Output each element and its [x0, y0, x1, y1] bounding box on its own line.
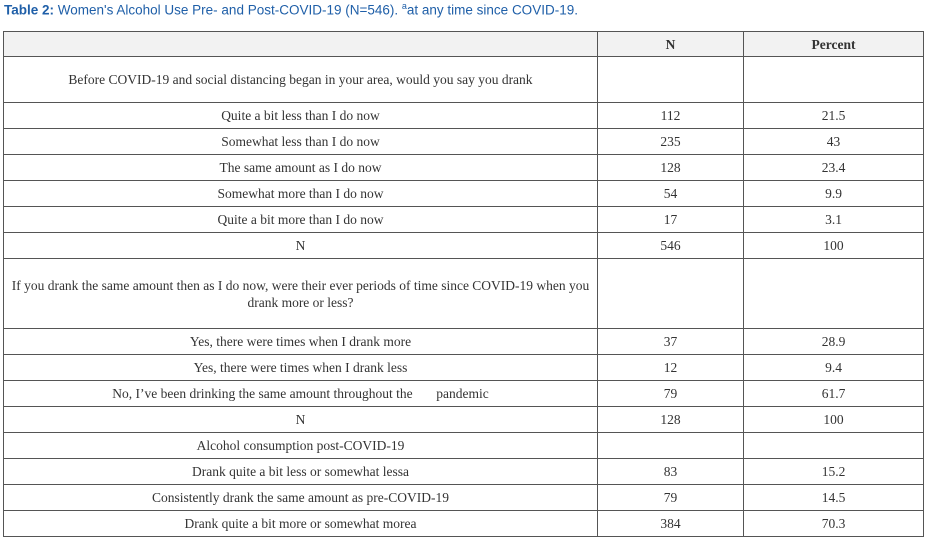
- row-label: Drank quite a bit more or somewhat morea: [4, 511, 598, 537]
- row-n: [598, 433, 744, 459]
- row-n: 79: [598, 485, 744, 511]
- row-label: Alcohol consumption post-COVID-19: [4, 433, 598, 459]
- table-row: [4, 459, 924, 485]
- row-label: Somewhat less than I do now: [4, 129, 598, 155]
- row-percent: 70.3: [744, 511, 924, 537]
- row-label: Before COVID-19 and social distancing began in your area, would you say you drank: [4, 57, 598, 103]
- header-percent: Percent: [744, 32, 924, 57]
- row-percent: 23.4: [744, 155, 924, 181]
- table-row: [4, 233, 924, 259]
- row-n: 37: [598, 329, 744, 355]
- header-label: [4, 32, 598, 57]
- row-label: Yes, there were times when I drank more: [4, 329, 598, 355]
- row-percent: [744, 57, 924, 103]
- row-n: [598, 259, 744, 329]
- row-n: 128: [598, 155, 744, 181]
- row-percent: 9.4: [744, 355, 924, 381]
- row-label: Quite a bit more than I do now: [4, 207, 598, 233]
- table-row: [4, 259, 924, 329]
- table-caption-text: Women's Alcohol Use Pre- and Post-COVID-19 (N=546).: [57, 2, 402, 18]
- row-percent: 100: [744, 233, 924, 259]
- row-label: N: [4, 233, 598, 259]
- table-caption: [4, 1, 578, 18]
- row-label: If you drank the same amount then as I do now, were their ever periods of time since COVID-19 when you drank more or less?: [4, 259, 598, 329]
- table-row: [4, 407, 924, 433]
- table-header-row: [4, 32, 924, 57]
- row-n: 546: [598, 233, 744, 259]
- table-row: [4, 181, 924, 207]
- row-percent: [744, 259, 924, 329]
- row-n: 54: [598, 181, 744, 207]
- header-n: N: [598, 32, 744, 57]
- table-caption-label: Table 2:: [4, 2, 55, 18]
- table-row: [4, 103, 924, 129]
- row-n: 235: [598, 129, 744, 155]
- row-n: 128: [598, 407, 744, 433]
- row-label: N: [4, 407, 598, 433]
- row-percent: 100: [744, 407, 924, 433]
- row-percent: 14.5: [744, 485, 924, 511]
- row-label: No, I’ve been drinking the same amount throughout the pandemic: [4, 381, 598, 407]
- row-label: Yes, there were times when I drank less: [4, 355, 598, 381]
- table-row: [4, 329, 924, 355]
- alcohol-use-table: [3, 31, 924, 537]
- row-label: The same amount as I do now: [4, 155, 598, 181]
- table-row: [4, 57, 924, 103]
- row-percent: 61.7: [744, 381, 924, 407]
- row-percent: 21.5: [744, 103, 924, 129]
- row-percent: 28.9: [744, 329, 924, 355]
- table-row: [4, 355, 924, 381]
- table-caption-sup: a: [401, 1, 407, 11]
- table-row: [4, 155, 924, 181]
- row-percent: 15.2: [744, 459, 924, 485]
- row-percent: 43: [744, 129, 924, 155]
- row-percent: 9.9: [744, 181, 924, 207]
- table-row: [4, 433, 924, 459]
- row-n: 17: [598, 207, 744, 233]
- row-label: Quite a bit less than I do now: [4, 103, 598, 129]
- table-caption-tail: at any time since COVID-19.: [406, 2, 578, 18]
- row-n: [598, 57, 744, 103]
- row-n: 79: [598, 381, 744, 407]
- table-row: [4, 129, 924, 155]
- table-row: [4, 381, 924, 407]
- row-n: 12: [598, 355, 744, 381]
- row-label: Somewhat more than I do now: [4, 181, 598, 207]
- row-label: Consistently drank the same amount as pre-COVID-19: [4, 485, 598, 511]
- row-label: Drank quite a bit less or somewhat lessa: [4, 459, 598, 485]
- table-row: [4, 485, 924, 511]
- table-row: [4, 207, 924, 233]
- table-row: [4, 511, 924, 537]
- row-n: 384: [598, 511, 744, 537]
- row-n: 83: [598, 459, 744, 485]
- row-percent: [744, 433, 924, 459]
- row-percent: 3.1: [744, 207, 924, 233]
- row-n: 112: [598, 103, 744, 129]
